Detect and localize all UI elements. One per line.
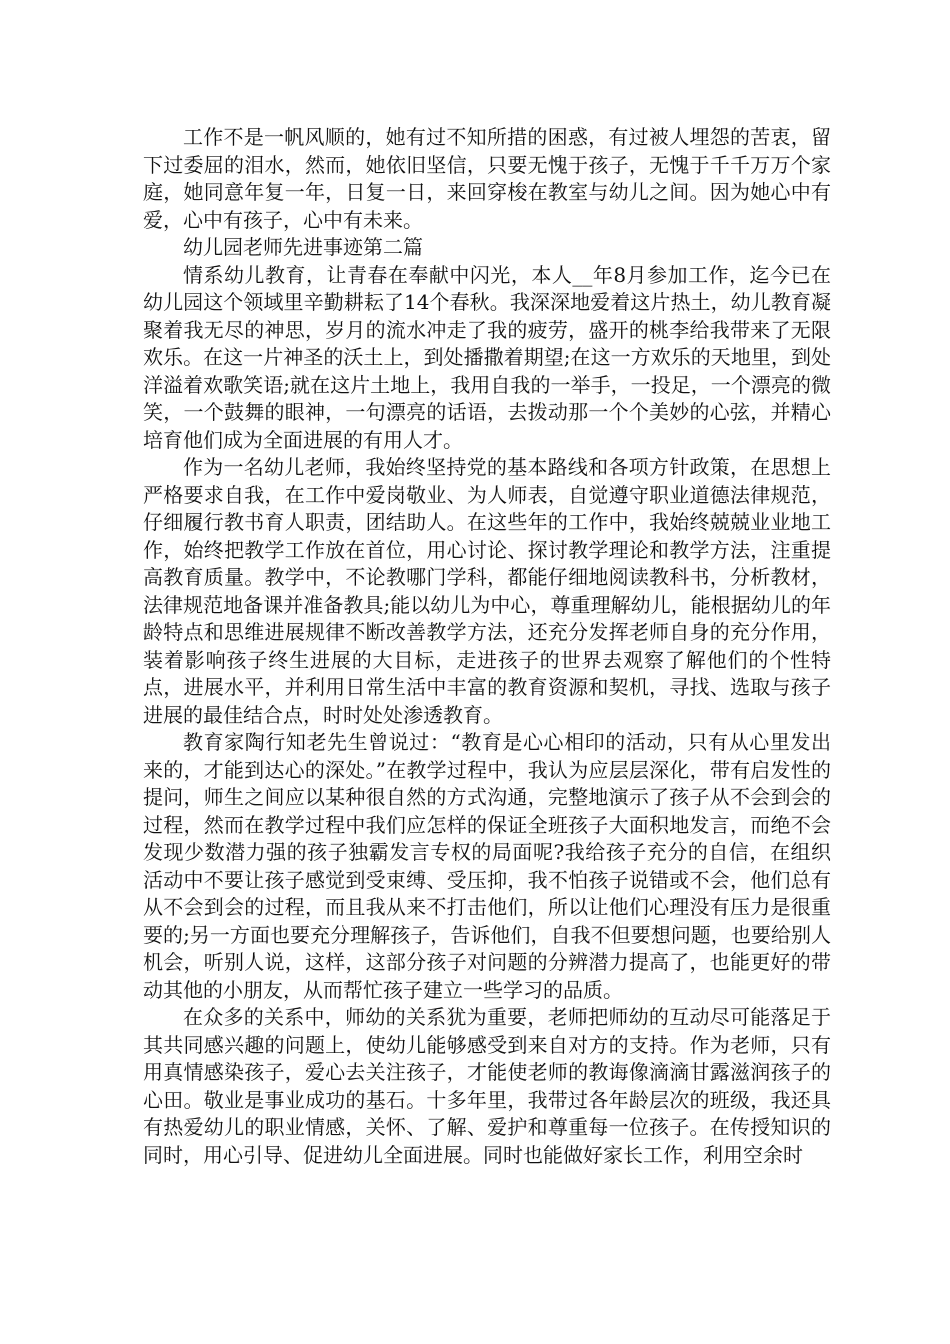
body-paragraph-2: 作为一名幼儿老师，我始终坚持党的基本路线和各项方针政策，在思想上严格要求自我，在工作中爱岗敬业、为人师表，自觉遵守职业道德法律规范，仔细履行教书育人职责，团结助人。在这些年的工作中，我始终兢兢业业地工作，始终把教学工作放在首位，用心讨论、探讨教学理论和教学方法，注重提高教育质量。教学中，不论教哪门学科，都能仔细地阅读教科书，分析教材，法律规范地备课并准备教具;能以幼儿为中心，尊重理解幼儿，能根据幼儿的年龄特点和思维进展规律不断改善教学方法，还充分发挥老师自身的充分作用，装着影响孩子终生进展的大目标，走进孩子的世界去观察了解他们的个性特点，进展水平，并利用日常生活中丰富的教育资源和契机，寻找、选取与孩子进展的最佳结合点，时时处处渗透教育。 xyxy=(143,455,831,727)
body-paragraph-4: 在众多的关系中，师幼的关系犹为重要，老师把师幼的互动尽可能落足于其共同感兴趣的问题上，使幼儿能够感受到来自对方的支持。作为老师，只有用真情感染孩子，爱心去关注孩子，才能使老师的教诲像滴滴甘露滋润孩子的心田。敬业是事业成功的基石。十多年里，我带过各年龄层次的班级，我还具有热爱幼儿的职业情感，关怀、了解、爱护和尊重每一位孩子。在传授知识的同时，用心引导、促进幼儿全面进展。同时也能做好家长工作，利用空余时 xyxy=(143,1005,831,1167)
body-paragraph-3: 教育家陶行知老先生曾说过：“教育是心心相印的活动，只有从心里发出来的，才能到达心的深处。”在教学过程中，我认为应层层深化，带有启发性的提问，师生之间应以某种很自然的方式沟通，完整地演示了孩子从不会到会的过程，然而在教学过程中我们应怎样的保证全班孩子大面积地发言，而绝不会发现少数潜力强的孩子独霸发言专权的局面呢?我给孩子充分的自信，在组织活动中不要让孩子感觉到受束缚、受压抑，我不怕孩子说错或不会，他们总有从不会到会的过程，而且我从来不打击他们，所以让他们心理没有压力是很重要的;另一方面也要充分理解孩子，告诉他们，自我不但要想问题，也要给别人机会，听别人说，这样，这部分孩子对问题的分辨潜力提高了，也能更好的带动其他的小朋友，从而帮忙孩子建立一些学习的品质。 xyxy=(143,730,831,1002)
intro-paragraph: 工作不是一帆风顺的，她有过不知所措的困惑，有过被人埋怨的苦衷，留下过委屈的泪水，然而，她依旧坚信，只要无愧于孩子，无愧于千千万万个家庭，她同意年复一年，日复一日，来回穿梭在教室与幼儿之间。因为她心中有爱，心中有孩子，心中有未来。 xyxy=(143,125,831,232)
body-paragraph-1: 情系幼儿教育，让青春在奉献中闪光，本人__年8月参加工作，迄今已在幼儿园这个领域里辛勤耕耘了14个春秋。我深深地爱着这片热土，幼儿教育凝聚着我无尽的神思，岁月的流水冲走了我的疲劳，盛开的桃李给我带来了无限欢乐。在这一片神圣的沃土上，到处播撒着期望;在这一方欢乐的天地里，到处洋溢着欢歌笑语;就在这片土地上，我用自我的一举手，一投足，一个漂亮的微笑，一个鼓舞的眼神，一句漂亮的话语，去拨动那一个个美妙的心弦，并精心培育他们成为全面进展的有用人才。 xyxy=(143,262,831,452)
section-heading: 幼儿园老师先进事迹第二篇 xyxy=(183,235,423,259)
document-page xyxy=(143,124,831,1169)
